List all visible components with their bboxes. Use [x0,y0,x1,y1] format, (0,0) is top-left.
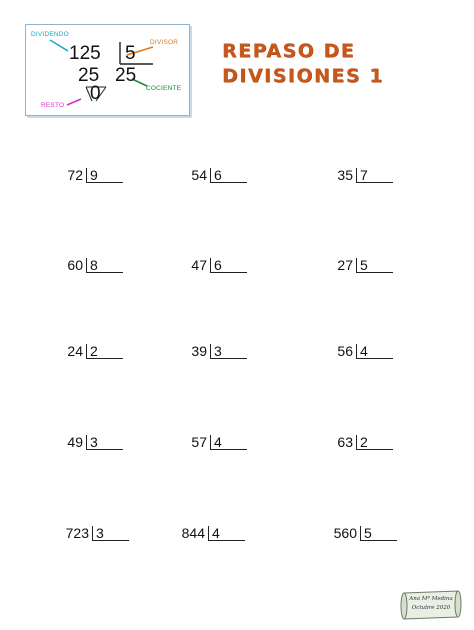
exercise-dividend: 39 [191,343,207,359]
exercise-dividend: 72 [67,167,83,183]
exercise-divisor: 2 [360,434,368,450]
exercise-dividend: 54 [191,167,207,183]
exercise-divisor: 3 [96,525,104,541]
exercise-dividend: 560 [333,525,357,541]
exercise-dividend: 49 [67,434,83,450]
example-quotient: 25 [115,65,137,86]
exercise-divisor: 6 [214,257,222,273]
exercise-dividend: 56 [337,343,353,359]
exercise-divisor: 9 [90,167,98,183]
exercise-dividend: 35 [337,167,353,183]
title-line-2: DIVISIONES 1 [222,65,384,87]
exercise-dividend: 63 [337,434,353,450]
dividend-annotation: DIVIDENDO [31,31,69,38]
remainder-leader-line [67,99,81,105]
exercise-divisor: 5 [360,257,368,273]
remainder-annotation: RESTO [41,102,65,109]
title-line-1: REPASO DE [222,40,356,62]
example-remainder: 0 [90,83,101,104]
exercise-dividend: 60 [67,257,83,273]
example-dividend: 125 [69,43,101,64]
exercise-dividend: 57 [191,434,207,450]
exercise-divisor: 2 [90,343,98,359]
author-date: Octubre 2020 [411,605,451,611]
exercise-dividend: 47 [191,257,207,273]
exercise-dividend: 24 [67,343,83,359]
example-product: 25 [78,65,100,86]
author-name: Ana Mª Medina [409,596,453,602]
exercise-divisor: 7 [360,167,368,183]
exercise-divisor: 4 [360,343,368,359]
exercise-divisor: 3 [214,343,222,359]
exercise-divisor: 5 [364,525,372,541]
exercise-dividend: 723 [65,525,89,541]
exercise-divisor: 8 [90,257,98,273]
exercise-dividend: 27 [337,257,353,273]
quotient-annotation: COCIENTE [146,85,182,92]
divisor-annotation: DIVISOR [150,39,179,46]
exercise-divisor: 4 [212,525,220,541]
exercise-divisor: 6 [214,167,222,183]
dividend-leader-line [50,40,68,51]
example-divisor: 5 [125,43,136,64]
author-scroll [398,588,464,627]
exercise-dividend: 844 [181,525,205,541]
division-legend-box [25,24,190,116]
exercise-divisor: 3 [90,434,98,450]
exercise-divisor: 4 [214,434,222,450]
